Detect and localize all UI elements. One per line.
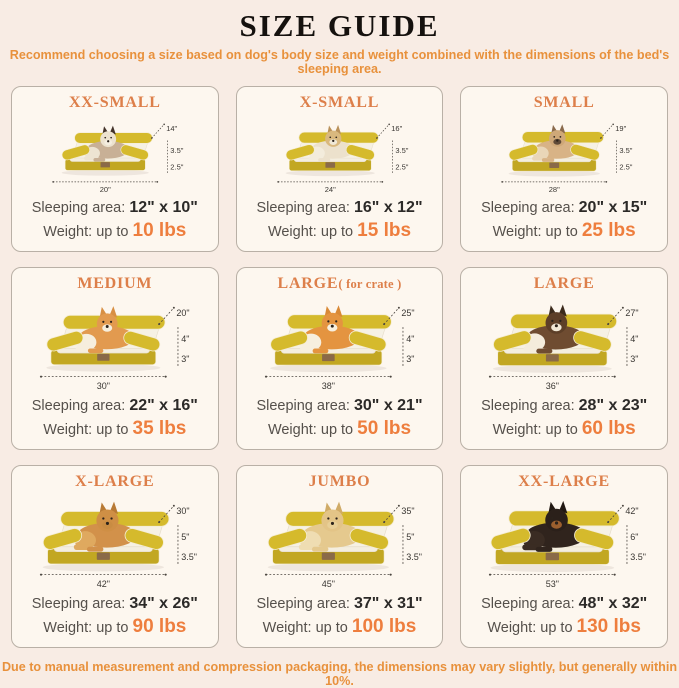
- dim-dot: [158, 323, 160, 325]
- brand-tag: [321, 552, 334, 559]
- depth-label: 27": [625, 307, 639, 318]
- dim-dot: [277, 181, 279, 183]
- sleeping-area-line: [481, 594, 647, 614]
- pet-eye: [560, 517, 562, 519]
- size-card-jumbo: [236, 465, 444, 648]
- size-card-title: [75, 473, 154, 491]
- pet-eye: [335, 320, 337, 322]
- sleeping-area-line: [481, 396, 647, 416]
- pet-eye: [327, 517, 329, 519]
- up-to-label: up to: [320, 224, 354, 241]
- sleeping-area-label: Sleeping area:: [256, 596, 350, 613]
- sleeping-area-label: Sleeping area:: [31, 398, 126, 415]
- dim-dot: [622, 307, 624, 309]
- dim-dot: [173, 505, 175, 507]
- sleeping-area-line: [32, 594, 198, 614]
- bolster-height-label: 4": [630, 334, 639, 345]
- depth-label: 42": [625, 505, 639, 516]
- dim-dot: [265, 574, 267, 576]
- depth-dimension-line: [152, 124, 164, 138]
- width-label: 38": [321, 380, 335, 391]
- pet-front-paw: [542, 158, 554, 162]
- size-card-xx-large: [460, 465, 668, 648]
- sleeping-area-label: Sleeping area:: [481, 200, 575, 217]
- dim-dot: [600, 137, 602, 139]
- pet-nose: [555, 324, 558, 327]
- depth-label: 14": [166, 124, 178, 134]
- bed-illustration: [241, 112, 439, 198]
- pet-eye: [335, 517, 337, 519]
- brand-tag: [325, 162, 335, 167]
- pet-nose: [556, 139, 558, 141]
- dim-dot: [607, 323, 609, 325]
- dim-dot: [614, 376, 616, 378]
- width-label: 42": [96, 578, 110, 589]
- size-card-medium: [11, 267, 219, 450]
- weight-line: [43, 219, 186, 244]
- size-name: LARGE: [277, 275, 339, 292]
- size-card-title: [534, 275, 595, 293]
- weight-label: Weight:: [43, 422, 93, 439]
- base-height-label: 3": [405, 353, 415, 364]
- weight-value: 50 lbs: [357, 418, 412, 440]
- bed-shadow: [493, 365, 612, 373]
- pet-front-paw: [312, 547, 328, 552]
- bolster-height-label: 3.5": [394, 146, 409, 156]
- pet-eye: [560, 320, 562, 322]
- width-label: 28": [549, 185, 561, 195]
- up-to-label: up to: [315, 620, 348, 637]
- bed-shadow: [509, 171, 600, 177]
- sleeping-area-value: 16" x 12": [353, 199, 423, 217]
- weight-value: 10 lbs: [132, 220, 187, 242]
- sleeping-area-value: 22" x 16": [129, 397, 198, 415]
- weight-line: [43, 615, 186, 640]
- bolster-height-label: 5": [181, 532, 190, 543]
- sleeping-area-value: 37" x 31": [353, 595, 423, 613]
- sleeping-area-line: [256, 198, 422, 218]
- pet-eye: [102, 321, 104, 323]
- up-to-label: up to: [545, 422, 578, 439]
- bed-illustration: [16, 112, 214, 198]
- depth-label: 25": [400, 307, 415, 318]
- dim-dot: [163, 124, 165, 126]
- size-card-large: [460, 267, 668, 450]
- dim-dot: [489, 376, 491, 378]
- brand-tag: [322, 354, 335, 361]
- size-card-xx-small: [11, 86, 219, 252]
- weight-line: [493, 417, 636, 442]
- depth-label: 30": [176, 505, 190, 516]
- dim-dot: [158, 521, 160, 523]
- page-footer-note: Due to manual measurement and compression packaging, the dimensions may vary slightly, but generally within 10%.: [1, 660, 678, 688]
- sleeping-area-line: [32, 396, 198, 416]
- size-name: JUMBO: [308, 473, 371, 490]
- weight-value: 25 lbs: [581, 220, 636, 242]
- bolster-height-label: 4": [405, 334, 415, 345]
- weight-label: Weight:: [492, 224, 542, 241]
- bed-shadow: [270, 364, 386, 372]
- pet-nose: [106, 325, 109, 328]
- base-height-label: 2.5": [619, 162, 633, 172]
- size-name: XX-LARGE: [518, 473, 611, 490]
- sleeping-area-line: [256, 396, 422, 416]
- depth-dimension-line: [601, 124, 613, 138]
- page-subtitle: Recommend choosing a size based on dog's body size and weight combined with the dimensions of the bed's sleeping area.: [9, 48, 670, 76]
- size-name: MEDIUM: [77, 275, 153, 292]
- brand-tag: [97, 354, 109, 361]
- weight-value: 15 lbs: [357, 220, 412, 242]
- dim-dot: [381, 181, 383, 183]
- size-card-title: [277, 275, 401, 293]
- dim-dot: [156, 181, 158, 183]
- bed-illustration: [241, 491, 439, 594]
- weight-value: 60 lbs: [581, 418, 636, 440]
- pet-front-paw: [536, 547, 553, 552]
- brand-tag: [546, 354, 559, 361]
- dim-dot: [151, 137, 153, 139]
- weight-value: 35 lbs: [132, 418, 187, 440]
- weight-label: Weight:: [267, 422, 317, 439]
- weight-line: [43, 417, 186, 442]
- base-height-label: 3.5": [405, 551, 422, 562]
- pet-eye: [335, 136, 337, 138]
- sleeping-area-label: Sleeping area:: [256, 200, 350, 217]
- sleeping-area-value: 34" x 26": [129, 595, 198, 613]
- bed-illustration: [241, 293, 439, 396]
- dim-dot: [173, 307, 175, 309]
- up-to-label: up to: [320, 422, 354, 439]
- dim-dot: [383, 323, 385, 325]
- sleeping-area-label: Sleeping area:: [31, 200, 126, 217]
- pet-front-paw: [312, 349, 328, 354]
- bolster-height-label: 6": [630, 532, 639, 543]
- pet-front-paw: [87, 547, 103, 552]
- size-name: XX-SMALL: [68, 94, 161, 111]
- depth-label: 20": [176, 307, 190, 318]
- dim-dot: [389, 376, 391, 378]
- dim-dot: [622, 505, 624, 507]
- weight-value: 90 lbs: [132, 616, 187, 638]
- size-card-title: [309, 473, 371, 491]
- dim-dot: [383, 521, 385, 523]
- width-label: 36": [546, 380, 560, 391]
- base-height-label: 3": [630, 353, 639, 364]
- brand-tag: [550, 162, 560, 168]
- weight-value: 100 lbs: [351, 616, 417, 638]
- pet-eye: [554, 136, 556, 138]
- pet-eye: [552, 517, 554, 519]
- bed-shadow: [43, 563, 164, 571]
- sleeping-area-label: Sleeping area:: [256, 398, 350, 415]
- dim-dot: [398, 307, 400, 309]
- dim-dot: [40, 376, 42, 378]
- pet-eye: [552, 320, 554, 322]
- pet-front-paw: [537, 349, 553, 354]
- pet-front-paw: [93, 158, 105, 162]
- up-to-label: up to: [540, 620, 573, 637]
- up-to-label: up to: [96, 224, 129, 241]
- sleeping-area-line: [256, 594, 422, 614]
- bed-shadow: [267, 563, 388, 571]
- up-to-label: up to: [96, 620, 129, 637]
- weight-line: [268, 417, 411, 442]
- dim-dot: [388, 124, 390, 126]
- bed-shadow: [285, 170, 374, 176]
- weight-label: Weight:: [43, 224, 93, 241]
- base-height-label: 2.5": [170, 162, 184, 172]
- depth-label: 35": [400, 505, 415, 516]
- pet-eye: [329, 136, 331, 138]
- sleeping-area-line: [481, 198, 647, 218]
- bed-illustration: [465, 293, 663, 396]
- bed-shadow: [46, 364, 160, 372]
- dim-dot: [40, 574, 42, 576]
- dim-dot: [165, 574, 167, 576]
- base-height-label: 2.5": [394, 162, 409, 172]
- pet-eye: [110, 137, 112, 139]
- weight-label: Weight:: [262, 620, 312, 637]
- dim-dot: [389, 574, 391, 576]
- sleeping-area-value: 28" x 23": [578, 397, 648, 415]
- dim-dot: [613, 124, 615, 126]
- sleeping-area-label: Sleeping area:: [31, 596, 126, 613]
- weight-line: [493, 219, 636, 244]
- pet-eye: [102, 517, 104, 519]
- brand-tag: [546, 553, 559, 561]
- pet-nose: [332, 140, 334, 142]
- page-title: SIZE GUIDE: [239, 8, 440, 43]
- pet-eye: [110, 517, 112, 519]
- size-name: X-SMALL: [299, 94, 380, 111]
- weight-line: [268, 219, 411, 244]
- up-to-label: up to: [96, 422, 129, 439]
- dim-dot: [52, 181, 54, 183]
- pet-nose: [106, 522, 109, 525]
- pet-nose: [555, 521, 558, 524]
- dim-dot: [398, 505, 400, 507]
- size-card-title: [69, 94, 161, 112]
- size-name: LARGE: [533, 275, 595, 292]
- sleeping-area-value: 20" x 15": [578, 199, 648, 217]
- pet-eye: [560, 136, 562, 138]
- size-card-title: [518, 473, 610, 491]
- pet-front-paw: [318, 158, 330, 162]
- bolster-height-label: 3.5": [619, 146, 633, 156]
- bed-illustration: [465, 491, 663, 594]
- bed-illustration: [16, 293, 214, 396]
- dim-dot: [502, 181, 504, 183]
- size-grid: [0, 86, 679, 648]
- width-label: 30": [96, 380, 110, 391]
- pet-nose: [107, 140, 109, 142]
- size-name-note: ( for crate ): [338, 277, 402, 291]
- pet-nose: [330, 325, 333, 328]
- weight-value: 130 lbs: [576, 616, 641, 638]
- width-label: 53": [546, 578, 560, 589]
- width-label: 24": [324, 185, 336, 195]
- base-height-label: 3.5": [630, 551, 647, 562]
- weight-label: Weight:: [487, 620, 537, 637]
- sleeping-area-line: [32, 198, 198, 218]
- dim-dot: [489, 574, 491, 576]
- dim-dot: [607, 521, 609, 523]
- bed-shadow: [491, 564, 615, 572]
- size-card-title: [300, 94, 379, 112]
- sleeping-area-value: 12" x 10": [129, 199, 198, 217]
- dim-dot: [165, 376, 167, 378]
- size-card-title: [534, 94, 595, 112]
- up-to-label: up to: [545, 224, 578, 241]
- size-card-large: [236, 267, 444, 450]
- width-label: 20": [99, 185, 111, 195]
- bolster-height-label: 4": [181, 334, 190, 345]
- depth-label: 19": [615, 124, 627, 134]
- size-card-small: [460, 86, 668, 252]
- pet-eye: [327, 320, 329, 322]
- base-height-label: 3": [181, 353, 190, 364]
- dim-dot: [265, 376, 267, 378]
- sleeping-area-value: 48" x 32": [578, 595, 648, 613]
- bed-illustration: [465, 112, 663, 198]
- bolster-height-label: 3.5": [170, 146, 184, 156]
- pet-nose: [331, 522, 334, 525]
- brand-tag: [101, 162, 110, 167]
- weight-label: Weight:: [267, 224, 317, 241]
- bed-illustration: [16, 491, 214, 594]
- depth-label: 16": [390, 124, 402, 134]
- weight-label: Weight:: [43, 620, 93, 637]
- width-label: 45": [321, 578, 335, 589]
- dim-dot: [614, 574, 616, 576]
- brand-tag: [97, 552, 110, 559]
- size-card-x-small: [236, 86, 444, 252]
- size-card-title: [77, 275, 152, 293]
- bed-shadow: [62, 170, 149, 176]
- weight-line: [487, 615, 641, 640]
- bolster-height-label: 5": [405, 532, 415, 543]
- dim-dot: [606, 181, 608, 183]
- size-name: SMALL: [533, 94, 595, 111]
- size-name: X-LARGE: [75, 473, 155, 490]
- pet-eye: [104, 137, 106, 139]
- sleeping-area-value: 30" x 21": [353, 397, 423, 415]
- weight-line: [263, 615, 417, 640]
- sleeping-area-label: Sleeping area:: [481, 596, 575, 613]
- weight-label: Weight:: [492, 422, 542, 439]
- size-card-x-large: [11, 465, 219, 648]
- pet-eye: [110, 321, 112, 323]
- base-height-label: 3.5": [181, 551, 197, 562]
- pet-front-paw: [88, 348, 103, 353]
- depth-dimension-line: [376, 124, 388, 138]
- dim-dot: [376, 137, 378, 139]
- sleeping-area-label: Sleeping area:: [481, 398, 575, 415]
